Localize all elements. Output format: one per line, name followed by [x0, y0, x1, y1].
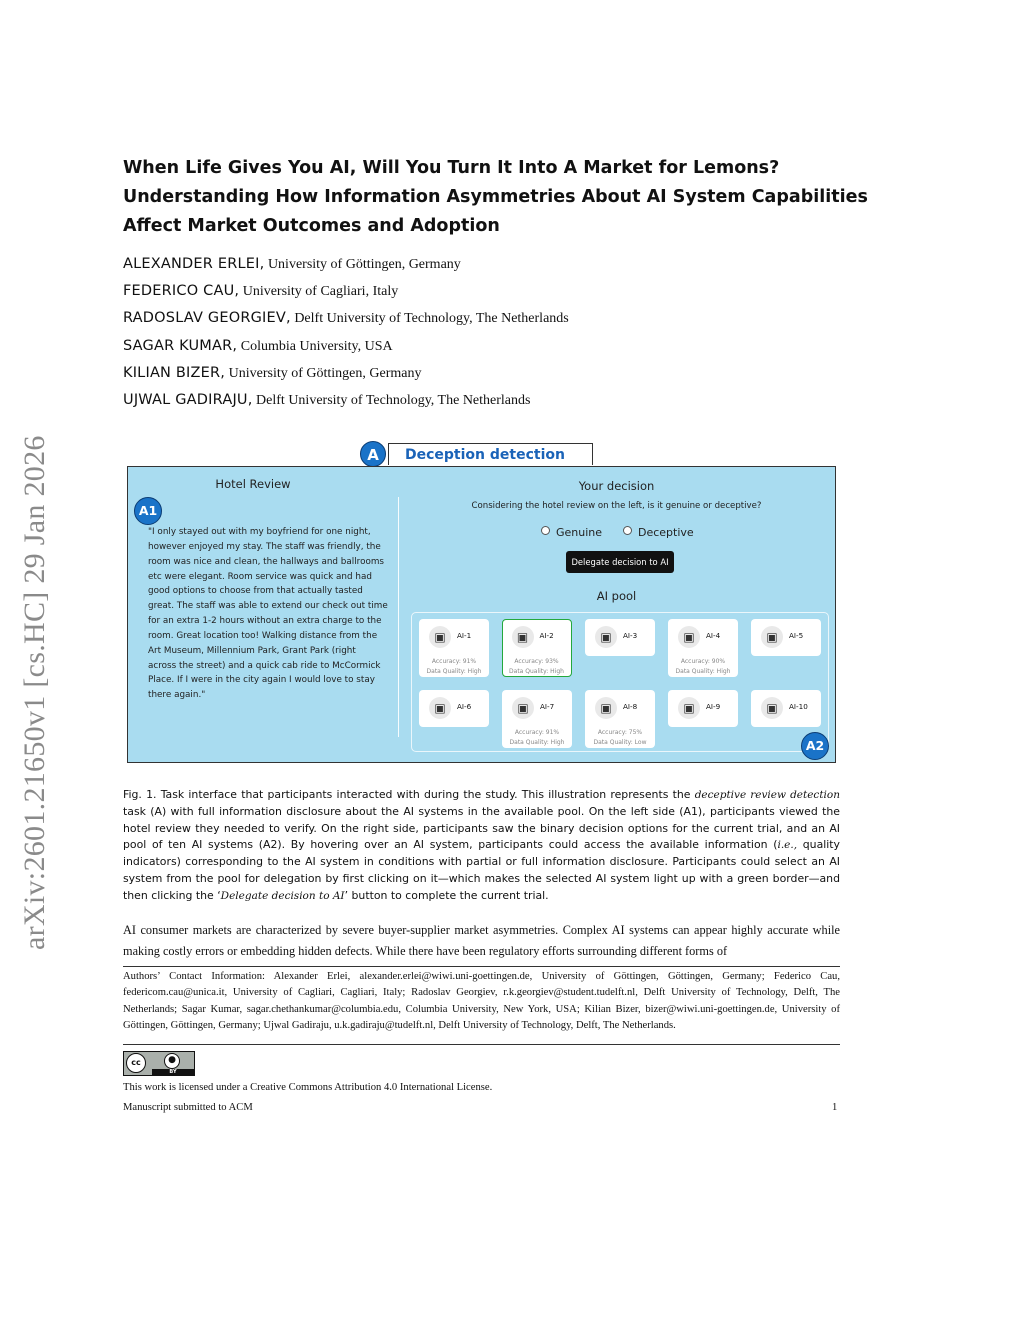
robot-icon: ▣ [595, 697, 617, 719]
robot-icon: ▣ [429, 626, 451, 648]
caption-text: Fig. 1. Task interface that participants interacted with during the study. This illustration represents the [123, 788, 695, 801]
review-line: Place. If I were in the city again I would love to stay [148, 675, 375, 686]
ai-card-name: AI-10 [789, 702, 808, 711]
ai-data-quality: Data Quality: High [426, 668, 482, 675]
paper-title [123, 154, 868, 241]
person-icon: ● [164, 1053, 180, 1069]
author-affiliation: Columbia University, USA [237, 338, 393, 354]
ai-data-quality: Data Quality: High [509, 739, 565, 746]
author-name: SAGAR KUMAR, [123, 337, 238, 354]
radio-deceptive[interactable] [623, 526, 694, 539]
robot-icon: ▣ [595, 626, 617, 648]
author-affiliation: University of Göttingen, Germany [264, 257, 461, 272]
robot-icon: ▣ [678, 697, 700, 719]
manuscript-note: Manuscript submitted to ACM [123, 1102, 253, 1113]
review-line: room. Great location too! Walking distance from the [148, 630, 378, 641]
ai-card[interactable] [751, 690, 821, 727]
figure-task-tag [360, 441, 593, 467]
review-line: for an extra 1-2 hours without an extra charge to the [148, 616, 382, 627]
license-rule [123, 1044, 840, 1045]
author-name: RADOSLAV GEORGIEV, [123, 310, 291, 327]
title-line: When Life Gives You AI, Will You Turn It Into A Market for Lemons? [123, 158, 780, 178]
review-line: good options to choose from that actually tasted [148, 586, 363, 597]
ai-card[interactable] [419, 690, 489, 727]
ai-data-quality: Data Quality: Low [593, 739, 647, 746]
author-entry [123, 365, 569, 392]
review-line: etc were elegant. Room service was quick and had [148, 571, 372, 582]
robot-icon: ▣ [512, 626, 534, 648]
ai-card-name: AI-3 [623, 631, 638, 640]
badge-a1: A1 [134, 497, 162, 525]
author-affiliation: University of Göttingen, Germany [225, 365, 422, 381]
ai-data-quality: Data Quality: High [509, 667, 564, 675]
ai-card[interactable] [751, 619, 821, 656]
hotel-review-text [148, 525, 392, 703]
ai-accuracy: Accuracy: 75% [597, 729, 643, 736]
ai-pool-label: AI pool [596, 589, 637, 603]
ai-card-name: AI-5 [789, 631, 804, 640]
ai-card-meta [585, 728, 655, 748]
author-name: KILIAN BIZER, [123, 364, 226, 381]
body-paragraph: AI consumer markets are characterized by severe buyer-supplier market asymmetries. Complex AI systems can appear highly accurate while making costly errors or embedding hidden defects. While there have been regulatory efforts surrounding different forms of [123, 923, 840, 958]
ai-card-name: AI-9 [706, 702, 721, 711]
delegate-button[interactable]: Delegate decision to AI [566, 551, 674, 573]
ai-card[interactable] [585, 690, 655, 748]
author-affiliation: Delft University of Technology, The Netherlands [290, 311, 569, 327]
cc-by-badge[interactable] [123, 1051, 195, 1076]
author-name: UJWAL GADIRAJU, [123, 391, 253, 408]
robot-icon: ▣ [512, 697, 534, 719]
title-line: Understanding How Information Asymmetries About AI System Capabilities [123, 187, 868, 207]
robot-icon: ▣ [678, 626, 700, 648]
arxiv-stamp: arXiv:2601.21650v1 [cs.HC] 29 Jan 2026 [18, 435, 51, 950]
ai-card[interactable] [502, 690, 572, 748]
author-affiliation: Delft University of Technology, The Netherlands [252, 392, 531, 408]
author-affiliation: University of Cagliari, Italy [239, 284, 399, 300]
radio-genuine-label: Genuine [556, 526, 603, 539]
author-name: ALEXANDER ERLEI, [123, 256, 265, 272]
ai-card-name: AI-6 [457, 702, 472, 711]
page-number: 1 [832, 1102, 838, 1113]
task-label: Deception detection [388, 443, 593, 465]
radio-dot[interactable] [623, 526, 632, 535]
footnote-rule [123, 966, 840, 967]
decision-question: Considering the hotel review on the left, is it genuine or deceptive? [471, 501, 762, 511]
ai-card-name: AI-7 [540, 702, 555, 711]
cc-icon: cc [126, 1053, 146, 1073]
ai-card-meta [503, 657, 570, 677]
ai-accuracy: Accuracy: 91% [431, 658, 477, 665]
review-line: great. The staff was able to extend our check out time [148, 601, 388, 612]
figure-caption [123, 787, 840, 905]
review-line: "I only stayed out with my boyfriend for one night, [148, 527, 371, 537]
radio-genuine[interactable] [541, 526, 602, 539]
license-text: This work is licensed under a Creative Commons Attribution 4.0 International License. [123, 1082, 493, 1093]
author-name: FEDERICO CAU, [123, 283, 240, 300]
review-line: across the street) and a quick cab ride to McCormick [148, 660, 381, 671]
task-interface-panel [127, 466, 836, 763]
ai-accuracy: Accuracy: 93% [514, 657, 559, 665]
radio-deceptive-label: Deceptive [638, 526, 694, 539]
ai-card[interactable] [585, 619, 655, 656]
caption-text: quality indicators) corresponding to the AI system in conditions with partial or full information disclosure. Participants could select an AI system from the pool for delegation by first clicking on it—which makes the selected AI system light up with a green border—and then clicking the ‘ [123, 838, 841, 902]
ai-card[interactable] [668, 690, 738, 727]
ai-card-meta [419, 657, 489, 677]
author-entry [123, 256, 569, 283]
task-letter-badge: A [360, 441, 386, 467]
caption-italic: deceptive review detection [694, 789, 840, 801]
robot-icon: ▣ [429, 697, 451, 719]
review-line: there again." [148, 690, 206, 701]
ai-card-name: AI-2 [539, 630, 554, 640]
ai-card-selected[interactable] [502, 619, 572, 677]
ai-card-name: AI-8 [623, 702, 638, 711]
decision-heading: Your decision [578, 479, 655, 493]
caption-text: task (A) with full information disclosure about the AI systems in the available pool. On the left side (A1), participants viewed the hotel review they needed to verify. On the right side, participants saw the binary decision options for the current trial, and an AI pool of ten AI systems (A2). By hovering over an AI system, participants could access the available information ( [123, 804, 840, 852]
title-line: Affect Market Outcomes and Adoption [123, 216, 500, 236]
badge-a2: A2 [801, 732, 829, 760]
author-entry [123, 310, 569, 337]
ai-card-name: AI-4 [706, 631, 721, 640]
caption-italic: i.e., [777, 839, 798, 852]
ai-accuracy: Accuracy: 91% [514, 729, 560, 736]
ai-card-meta [502, 728, 572, 748]
review-line: however enjoyed my stay. The staff was friendly, the [148, 541, 381, 552]
author-contact-footnote: Authors’ Contact Information: Alexander Erlei, alexander.erlei@wiwi.uni-goettingen.de, University of Göttingen, Göttingen, Germany; Federico Cau, federicom.cau@unica.it, University of Cagliari, Cagliari, Italy; Radoslav Georgiev, r.k.georgiev@student.tudelft.nl, Delft University of Technology, Delft, The Netherlands; Sagar Kumar, sagar.chethankumar@columbia.edu, Columbia University, New York, USA; Kilian Bizer, bizer@wiwi.uni-goettingen.de, University of Göttingen, Göttingen, Germany; Ujwal Gadiraju, u.k.gadiraju@tudelft.nl, Delft University of Technology, Delft, The Netherlands. [123, 971, 840, 1032]
panel-divider [398, 497, 399, 737]
ai-accuracy: Accuracy: 90% [680, 658, 726, 665]
ai-data-quality: Data Quality: High [675, 668, 731, 675]
caption-italic: Delegate decision to AI [220, 889, 345, 902]
author-list [123, 256, 569, 419]
ai-card-meta [668, 657, 738, 677]
author-entry [123, 338, 569, 365]
review-line: room was nice and clean, the hallways and ballrooms [148, 556, 384, 567]
ai-card-name: AI-1 [457, 631, 472, 640]
ai-card[interactable] [668, 619, 738, 677]
author-entry [123, 392, 569, 419]
ai-pool [411, 612, 829, 752]
caption-text: ’ button to complete the current trial. [344, 888, 549, 902]
review-line: Art Museum, Millennium Park, Grant Park (right [148, 645, 356, 656]
radio-dot[interactable] [541, 526, 550, 535]
robot-icon: ▣ [761, 697, 783, 719]
by-label: BY [152, 1069, 194, 1075]
robot-icon: ▣ [761, 626, 783, 648]
ai-card[interactable] [419, 619, 489, 677]
author-entry [123, 283, 569, 310]
hotel-review-heading: Hotel Review [215, 477, 291, 491]
